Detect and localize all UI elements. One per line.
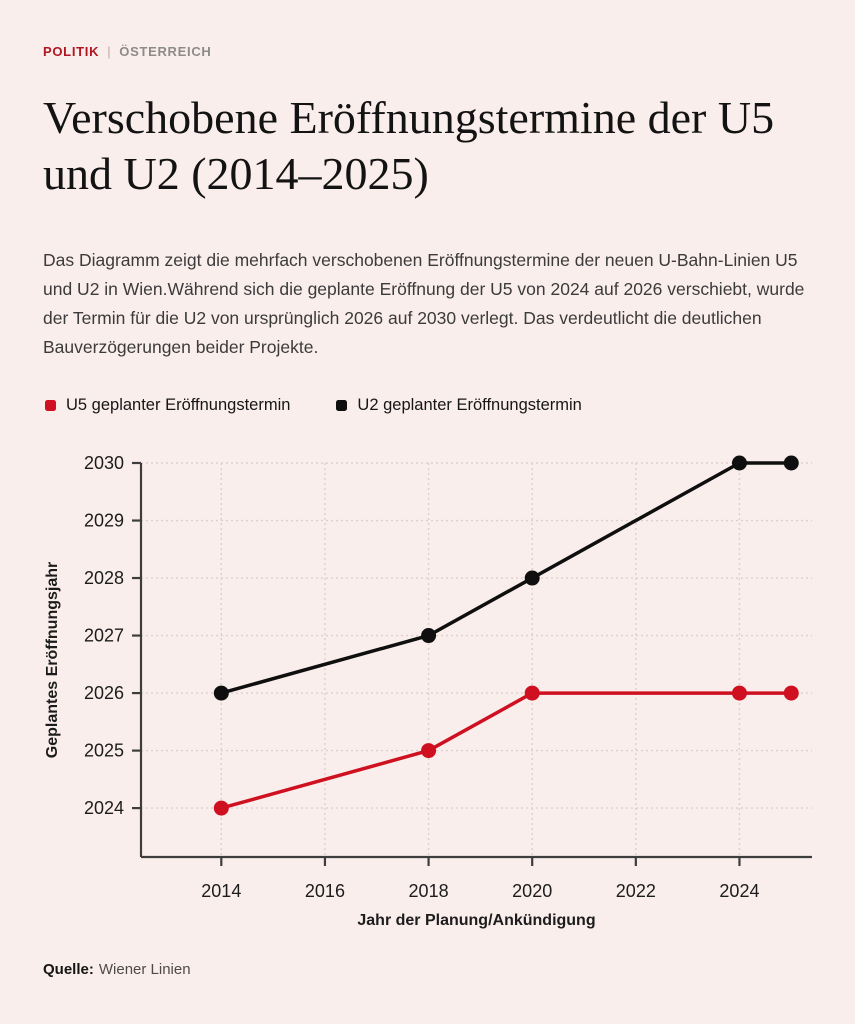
x-tick-label: 2014 (201, 881, 242, 902)
u5-data-point (421, 743, 436, 758)
u2-data-point (784, 456, 799, 471)
u2-legend-label: U2 geplanter Eröffnungstermin (357, 396, 582, 414)
breadcrumb (43, 44, 212, 59)
x-tick-label: 2018 (408, 881, 449, 902)
u2-data-point (732, 456, 747, 471)
x-tick-label: 2024 (719, 881, 760, 902)
x-tick-label: 2022 (615, 881, 656, 902)
u5-data-point (784, 686, 799, 701)
source-label: Quelle: (43, 961, 94, 978)
y-tick-label: 2027 (83, 625, 124, 646)
breadcrumb-separator: | (107, 44, 112, 59)
breadcrumb-region-oesterreich[interactable]: ÖSTERREICH (119, 44, 212, 59)
u5-data-point (732, 686, 747, 701)
chart-legend (45, 396, 582, 415)
y-axis-title: Geplantes Eröffnungsjahr (44, 561, 61, 759)
y-tick-label: 2024 (83, 798, 124, 819)
y-tick-label: 2025 (83, 740, 124, 761)
line-chart (0, 430, 855, 960)
u2-data-point (421, 628, 436, 643)
u2-swatch-icon (336, 400, 347, 411)
u2-data-point (214, 686, 229, 701)
legend-item-u2 (336, 396, 581, 415)
page-title: Verschobene Eröffnungstermine der U5 und U2 (2014–2025) (43, 92, 775, 200)
breadcrumb-section-politik[interactable]: POLITIK (43, 44, 100, 59)
u5-data-point (525, 686, 540, 701)
u2-data-point (525, 571, 540, 586)
source-note (43, 961, 191, 978)
x-tick-label: 2016 (304, 881, 345, 902)
y-tick-label: 2030 (83, 453, 124, 474)
source-value: Wiener Linien (98, 961, 191, 978)
x-axis-title: Jahr der Planung/Ankündigung (357, 912, 596, 929)
y-tick-label: 2029 (83, 510, 124, 531)
x-tick-label: 2020 (512, 881, 553, 902)
y-tick-label: 2028 (83, 568, 124, 589)
chart-description: Das Diagramm zeigt die mehrfach verschobenen Eröffnungstermine der neuen U-Bahn-Linien U5 und U2 in Wien.Während sich die geplante Eröffnung der U5 von 2024 auf 2026 verschiebt, wurde der Termin für die U2 von ursprünglich 2026 auf 2030 verlegt. Das verdeutlicht die deutlichen Bauverzögerungen beider Projekte. (43, 250, 805, 357)
u5-legend-label: U5 geplanter Eröffnungstermin (66, 396, 291, 414)
u5-swatch-icon (45, 400, 56, 411)
legend-item-u5 (45, 396, 290, 415)
y-tick-label: 2026 (83, 683, 124, 704)
u5-data-point (214, 801, 229, 816)
